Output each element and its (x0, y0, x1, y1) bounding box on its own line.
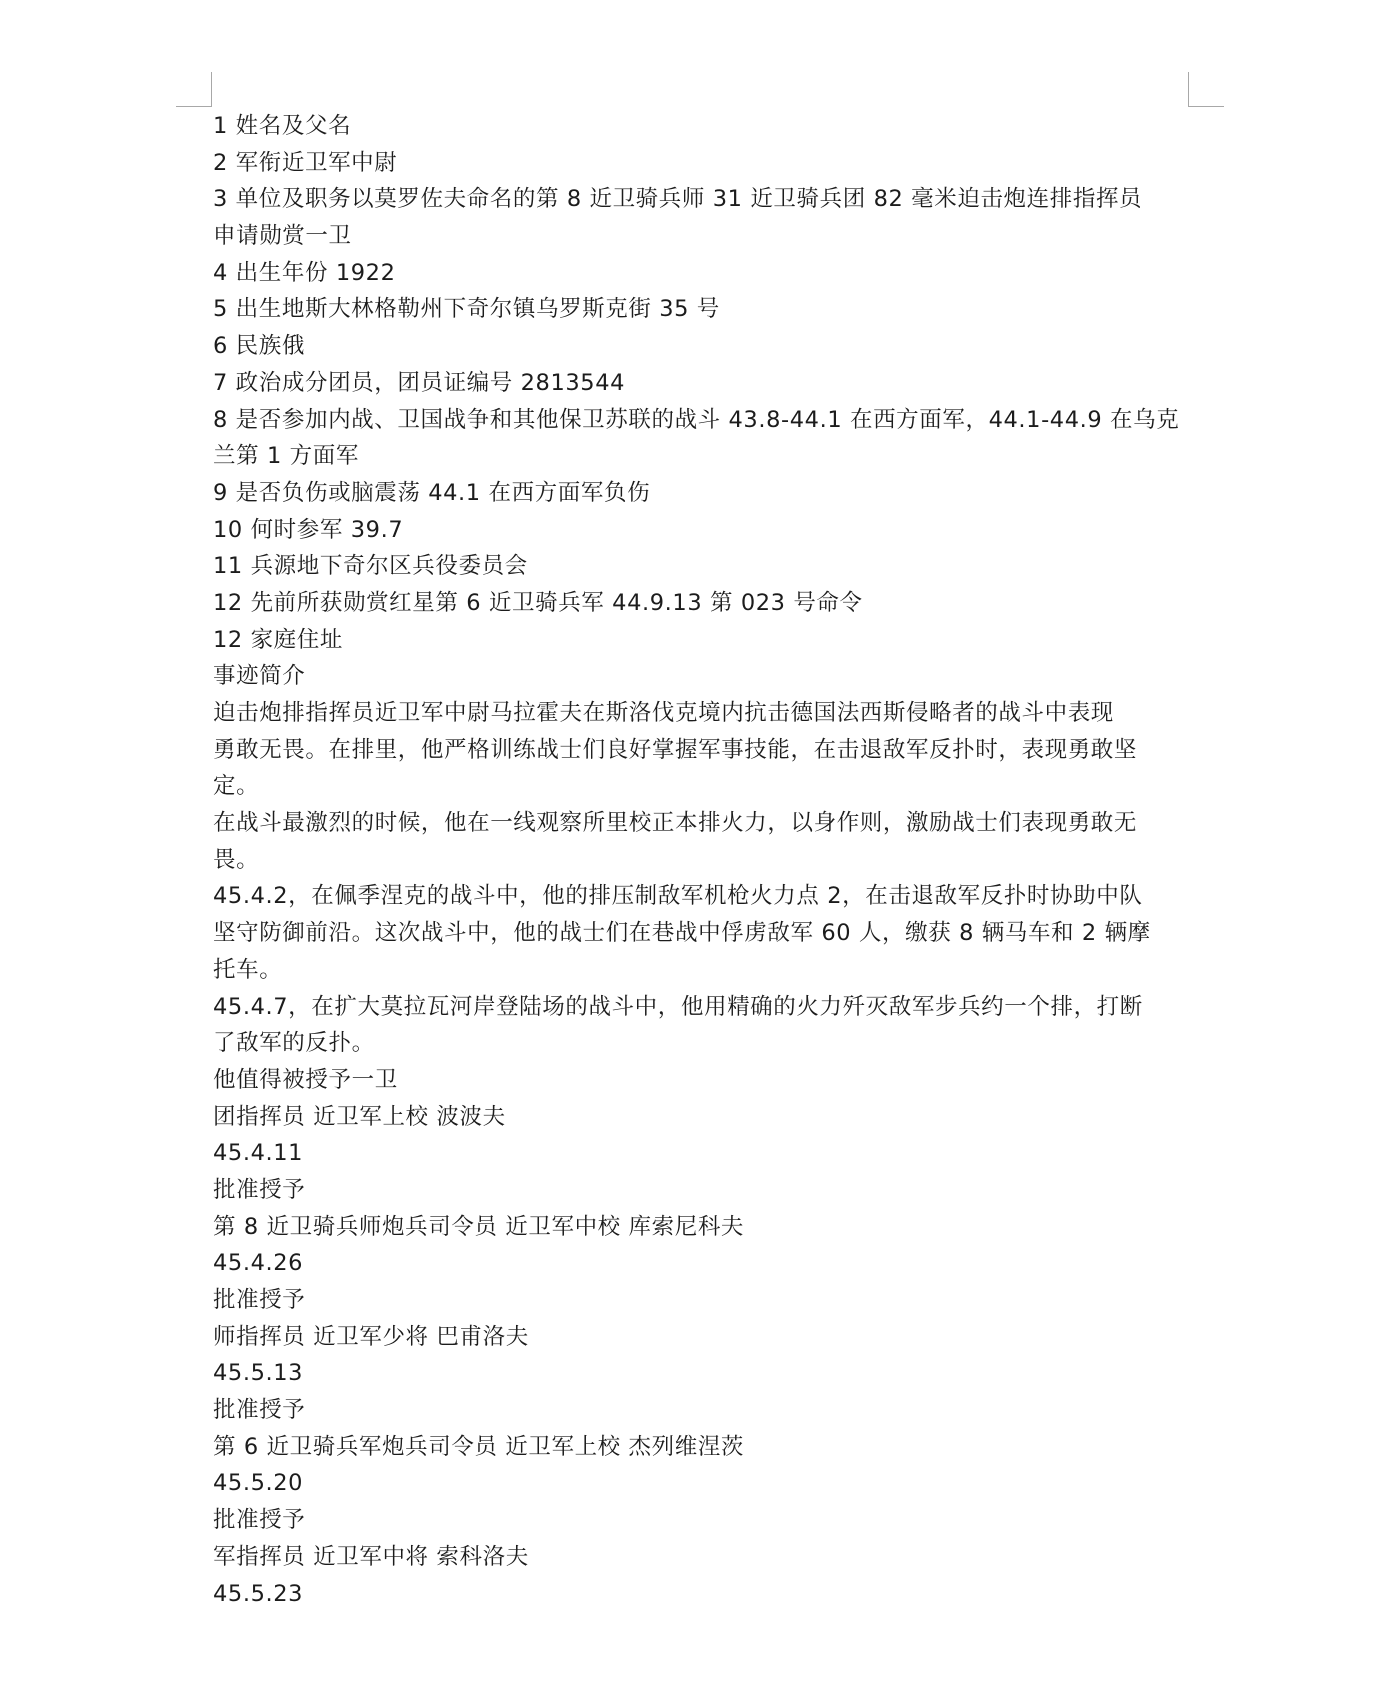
summary-heading: 事迹简介 (213, 663, 306, 690)
approval-2-signatory: 第 8 近卫骑兵师炮兵司令员 近卫军中校 库索尼科夫 (213, 1213, 745, 1240)
approval-4-signatory: 第 6 近卫骑兵军炮兵司令员 近卫军上校 杰列维涅茨 (213, 1433, 745, 1460)
approval-3-signatory: 师指挥员 近卫军少将 巴甫洛夫 (213, 1323, 529, 1350)
margin-corner-mark-top-right (1188, 72, 1224, 107)
paragraph-3-line-2: 坚守防御前沿。这次战斗中，他的战士们在巷战中俘虏敌军 60 人，缴获 8 辆马车和 2 辆摩 (213, 920, 1151, 947)
field-wounds: 9 是否负伤或脑震荡 44.1 在西方面军负伤 (213, 479, 651, 506)
field-name: 1 姓名及父名 (213, 113, 352, 139)
field-enlistment-date: 10 何时参军 39.7 (213, 516, 404, 543)
approval-2-date: 45.4.26 (213, 1250, 304, 1277)
field-unit-position-cont: 申请勋赏一卫 (213, 223, 352, 250)
field-birth-year: 4 出生年份 1922 (213, 259, 396, 286)
paragraph-4-line-1: 45.4.7，在扩大莫拉瓦河岸登陆场的战斗中，他用精确的火力歼灭敌军步兵约一个排，打断 (213, 993, 1143, 1020)
field-rank: 2 军衔近卫军中尉 (213, 149, 398, 176)
approval-4-decision: 批准授予 (213, 1397, 306, 1424)
approval-1-signatory: 团指挥员 近卫军上校 波波夫 (213, 1103, 506, 1130)
conclusion: 他值得被授予一卫 (213, 1066, 398, 1093)
paragraph-4-line-2: 了敌军的反扑。 (213, 1030, 375, 1057)
paragraph-3-line-3: 托车。 (213, 956, 283, 983)
approval-5-decision: 批准授予 (213, 1507, 306, 1534)
field-combat-participation: 8 是否参加内战、卫国战争和其他保卫苏联的战斗 43.8-44.1 在西方面军，44.1-44.9 在乌克 (213, 406, 1180, 433)
field-home-address: 12 家庭住址 (213, 626, 343, 653)
field-nationality: 6 民族俄 (213, 333, 305, 360)
approval-3-date: 45.5.13 (213, 1360, 304, 1387)
field-unit-position: 3 单位及职务以莫罗佐夫命名的第 8 近卫骑兵师 31 近卫骑兵团 82 毫米迫击炮连排指挥员 (213, 186, 1143, 213)
approval-5-signatory: 军指挥员 近卫军中将 索科洛夫 (213, 1543, 529, 1570)
margin-corner-mark-top-left (176, 72, 212, 107)
approval-1-date: 45.4.11 (213, 1140, 304, 1167)
field-previous-awards: 12 先前所获勋赏红星第 6 近卫骑兵军 44.9.13 第 023 号命令 (213, 589, 863, 616)
approval-3-decision: 批准授予 (213, 1287, 306, 1313)
approval-5-date: 45.5.23 (213, 1580, 304, 1607)
paragraph-1-line-1: 迫击炮排指挥员近卫军中尉马拉霍夫在斯洛伐克境内抗击德国法西斯侵略者的战斗中表现 (213, 700, 1114, 726)
field-party-membership: 7 政治成分团员，团员证编号 2813544 (213, 369, 626, 396)
paragraph-2-line-1: 在战斗最激烈的时候，他在一线观察所里校正本排火力，以身作则，激励战士们表现勇敢无 (213, 810, 1138, 837)
paragraph-1-line-3: 定。 (213, 773, 260, 800)
paragraph-1-line-2: 勇敢无畏。在排里，他严格训练战士们良好掌握军事技能，在击退敌军反扑时，表现勇敢坚 (213, 736, 1138, 763)
field-birthplace: 5 出生地斯大林格勒州下奇尔镇乌罗斯克街 35 号 (213, 296, 720, 323)
paragraph-3-line-1: 45.4.2，在佩季涅克的战斗中，他的排压制敌军机枪火力点 2，在击退敌军反扑时协助中队 (213, 883, 1143, 910)
document-body[interactable] (213, 108, 1198, 1612)
field-combat-participation-cont: 兰第 1 方面军 (213, 443, 359, 470)
paragraph-2-line-2: 畏。 (213, 846, 260, 873)
approval-4-date: 45.5.20 (213, 1470, 304, 1497)
field-enlistment-origin: 11 兵源地下奇尔区兵役委员会 (213, 553, 528, 580)
approval-2-decision: 批准授予 (213, 1176, 306, 1203)
